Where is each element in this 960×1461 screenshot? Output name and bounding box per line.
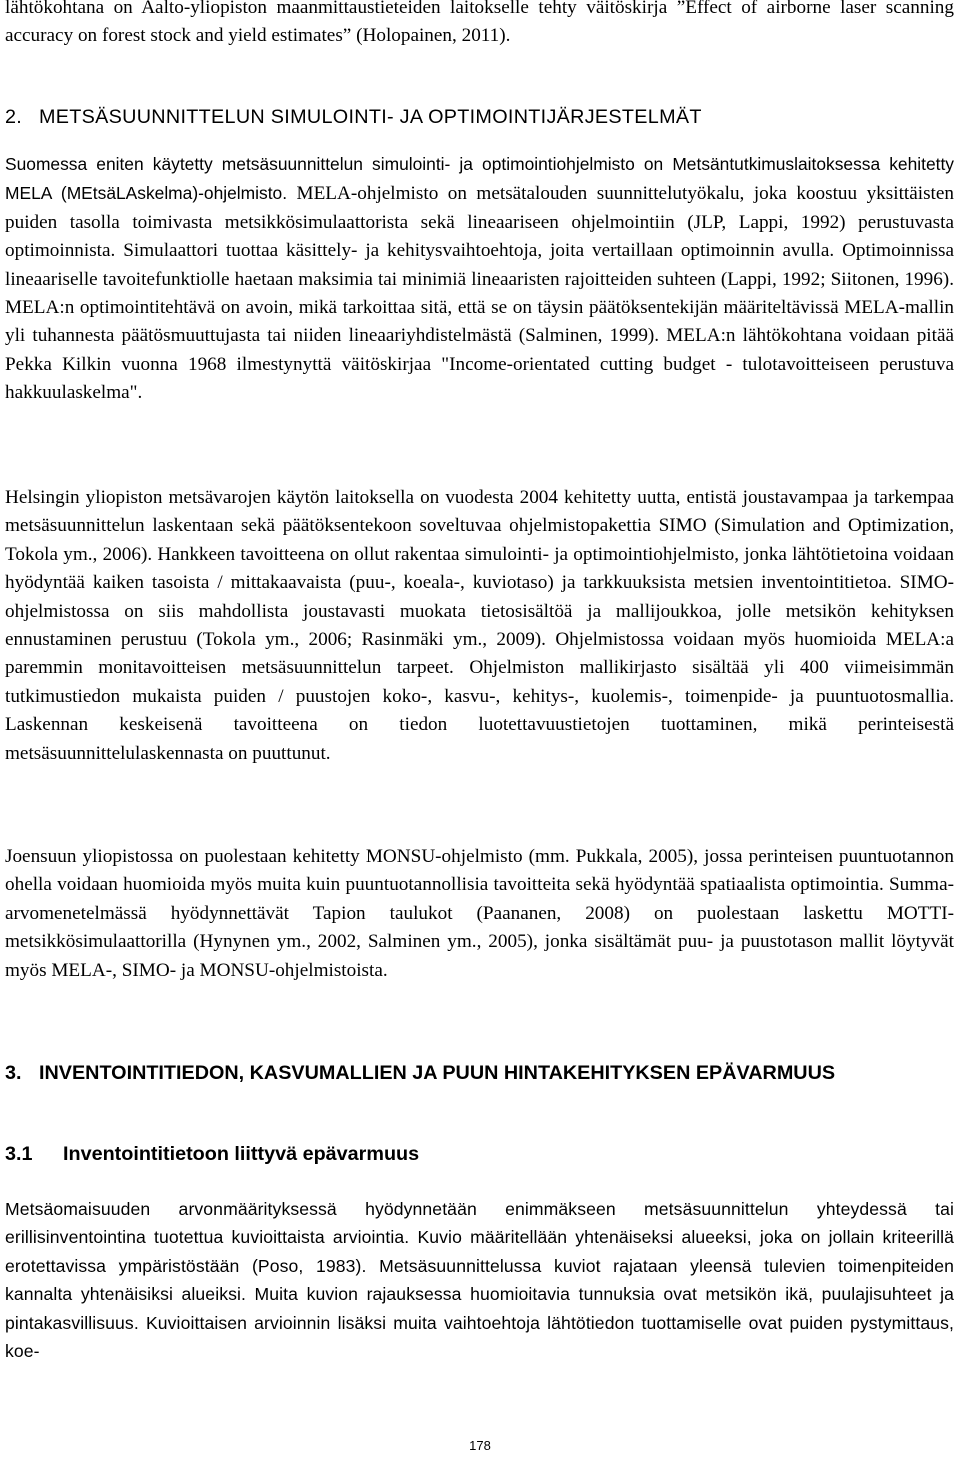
intro-paragraph: lähtökohtana on Aalto-yliopiston maanmittaustieteiden laitokselle tehty väitöskirja ”Effect of airborne laser scanning accuracy on forest stock and yield estimates” (Holopainen, 2011). xyxy=(5,0,954,47)
section-3-1-number: 3.1 xyxy=(5,1143,33,1165)
section-3-1-paragraph: Metsäomaisuuden arvonmäärityksessä hyödynnetään enimmäkseen metsäsuunnittelun yhteydessä tai erillisinventointina tuotettua kuvioittaista arviointia. Kuvio määritellään yhtenäiseksi alueeksi, joka on jollain kriteerillä erotettavissa ympäristöstään (Poso, 1983). Metsäsuunnittelussa kuviot rajataan yleensä tulevien toimenpiteiden kannalta yhtenäisiksi alueiksi. Muita kuvion rajauksessa huomioitavia tunnuksia ovat metsikön ikä, puulajisuhteet ja pintakasvillisuus. Kuvioittaisen arvioinnin lisäksi muita vaihtoehtoja lähtötiedon tuottamiselle ovat puiden pystymittaus, koe- xyxy=(5,1199,954,1362)
paragraph-1-rest: MELA-ohjelmisto on metsätalouden suunnittelutyökalu, joka koostuu yksittäisten puiden tasolla toimivasta metsikkösimulaattorista sekä lineaariseen ohjelmointiin (JLP, Lappi, 1992) perustuvasta optimoinnista. Simulaattori tuottaa käsittely- ja kehitysvaihtoehtoja, joita vertaillaan optimoinnin avulla. Optimoinnissa lineaariselle tavoitefunktiolle haetaan maksimia tai minimiä lineaaristen rajoitteiden suhteen (Lappi, 1992; Siitonen, 1996). MELA:n optimointitehtävä on avoin, mikä tarkoittaa sitä, että se on täysin päätöksentekijän määriteltävissä MELA-mallin yli tuhannesta päätösmuuttujasta tai niiden lineaariyhdistelmästä (Salminen, 1999). MELA:n lähtökohtana voidaan pitää Pekka Kilkin vuonna 1968 ilmestynyttä väitöskirjaa "Income-orientated cutting budget - tulotavoitteiseen perustuva hakkuulaskelma". xyxy=(5,183,954,404)
section-3-number: 3. xyxy=(5,1062,22,1084)
section-3-title: INVENTOINTITIEDON, KASVUMALLIEN JA PUUN HINTAKEHITYKSEN EPÄVARMUUS xyxy=(39,1062,836,1084)
section-3-1-title: Inventointitietoon liittyvä epävarmuus xyxy=(63,1143,420,1165)
section-3-1-heading xyxy=(5,1141,954,1167)
page-number: 178 xyxy=(469,1438,491,1453)
section-2-paragraph-3: Joensuun yliopistossa on puolestaan kehitetty MONSU-ohjelmisto (mm. Pukkala, 2005), jossa perinteisen puuntuotannon ohella voidaan huomioida myös muita kuin puuntuotannollisia tavoitteita sekä hyödyntää spatiaalista optimointia. Summa-arvomenetelmässä hyödynnettävät Tapion taulukot (Paananen, 2008) on puolestaan laskettu MOTTI-metsikkösimulaattorilla (Hynynen ym., 2002, Salminen ym., 2005), jonka sisältämät puu- ja puustotason mallit löytyvät myös MELA-, SIMO- ja MONSU-ohjelmistoista. xyxy=(5,846,954,981)
section-3-heading xyxy=(5,1060,954,1086)
section-2-paragraph-2: Helsingin yliopiston metsävarojen käytön laitoksella on vuodesta 2004 kehitetty uutta, entistä joustavampaa ja tarkempaa metsäsuunnittelun laskentaan sekä päätöksentekoon soveltuvaa ohjelmistopakettia SIMO (Simulation and Optimization, Tokola ym., 2006). Hankkeen tavoitteena on ollut rakentaa simulointi- ja optimointiohjelmisto, jonka lähtötietoina voidaan hyödyntää kaiken tasoista / mittakaavaista (puu-, koeala-, kuviotaso) ja tarkkuuksista metsien inventointitietoa. SIMO-ohjelmistossa on siis mahdollista joustavasti muokata tietosisältöä ja mallijoukkoa, jolle metsikön kehityksen ennustaminen perustuu (Tokola ym., 2006; Rasinmäki ym., 2009). Ohjelmistossa voidaan myös huomioida MELA:a paremmin monitavoitteisen metsäsuunnittelun tarpeet. Ohjelmiston mallikirjasto sisältää yli 400 viimeisimmän tutkimustiedon mukaista puiden / puustojen koko-, kasvu-, kehitys-, kuolemis-, toimenpide- ja puuntuotosmallia. Laskennan keskeisenä tavoitteena on tiedon luotettavuustietojen tuottaminen, mikä perinteisestä metsäsuunnittelulaskennasta on puuttunut. xyxy=(5,487,954,764)
section-2-number: 2. xyxy=(5,106,23,128)
paragraph-1-lead: Suomessa eniten käytetty metsäsuunnittelun simulointi- ja optimointiohjelmisto on Metsäntutkimuslaitoksessa kehitetty MELA (MEtsäLAskelma)-ohjelmisto. xyxy=(5,154,954,204)
section-2-title: METSÄSUUNNITTELUN SIMULOINTI- JA OPTIMOINTIJÄRJESTELMÄT xyxy=(39,106,702,128)
section-2-paragraph-1 xyxy=(5,150,954,408)
section-2-heading xyxy=(5,104,954,130)
